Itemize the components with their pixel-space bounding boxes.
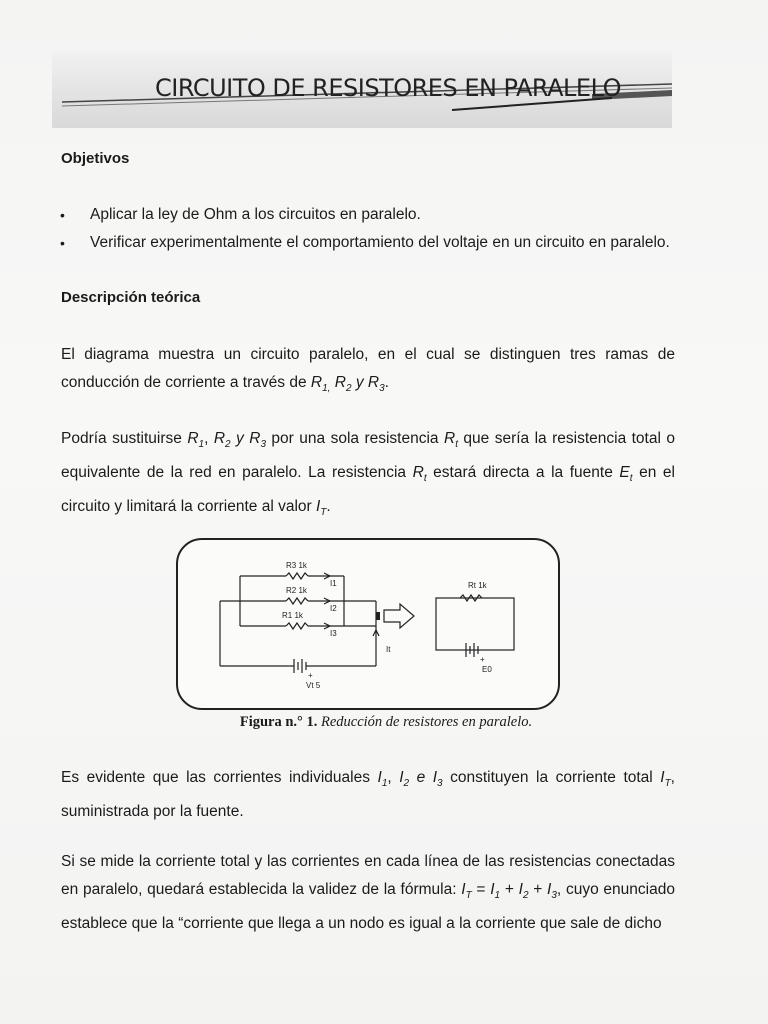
paragraph-text: por una sola resistencia bbox=[266, 430, 444, 447]
symbol: R bbox=[367, 374, 380, 391]
page-title: CIRCUITO DE RESISTORES EN PARALELO bbox=[155, 74, 621, 102]
subscript: 1 bbox=[494, 890, 501, 902]
paragraph-text: Si se mide la corriente total y las corrientes en cada línea de las resistencias conectadas en paralelo, quedará establecida la validez de la fórmula: bbox=[61, 853, 675, 898]
symbol: I bbox=[660, 769, 665, 786]
subscript: 3 bbox=[437, 778, 443, 790]
paragraph-text: estará directa a la fuente bbox=[426, 464, 620, 482]
label-vt: Vt 5 bbox=[306, 681, 321, 690]
symbol: E bbox=[619, 464, 630, 482]
objective-text: Aplicar la ley de Ohm a los circuitos en paralelo. bbox=[90, 206, 421, 223]
label-plus-right: + bbox=[480, 655, 485, 664]
symbol: I bbox=[377, 769, 382, 786]
theory-heading: Descripción teórica bbox=[61, 289, 201, 306]
label-i2: I2 bbox=[330, 604, 337, 613]
subscript: 2 bbox=[403, 778, 410, 790]
subscript: 3 bbox=[551, 890, 557, 902]
symbol: R bbox=[443, 430, 456, 447]
body-paragraph-3: Es evidente que las corrientes individuales $I_1$, $I_2$ e $I_3$ constituyen la corriente total $I_T$, suministrada por la fuente. bbox=[61, 769, 675, 821]
body-paragraph-4: Si se mide la corriente total y las corrientes en cada línea de las resistencias conectadas en paralelo, quedará establecida la validez de la fórmula: $I_T = I_1 + I_2 + I_3$, cuyo enunciado establece que la “corriente que llega a un nodo es igual a la corriente que sale de dicho bbox=[61, 853, 675, 933]
label-i1: I1 bbox=[330, 579, 337, 588]
objectives-heading: Objetivos bbox=[61, 150, 130, 167]
paragraph-text: El diagrama muestra un circuito paralelo, en el cual se distinguen tres ramas de conducción de corriente a través de bbox=[61, 346, 675, 391]
paragraph-text: , cuyo enunciado establece que la “corriente que llega a un nodo es igual a la corriente que sale de dicho bbox=[61, 881, 675, 933]
subscript: T bbox=[664, 778, 671, 790]
symbol: R bbox=[187, 430, 199, 447]
bullet-icon: • bbox=[60, 235, 65, 251]
symbol: I bbox=[315, 498, 321, 516]
label-r3: R3 1k bbox=[286, 561, 307, 570]
objectives-list bbox=[60, 204, 700, 260]
subscript: t bbox=[455, 439, 458, 451]
label-rt: Rt 1k bbox=[468, 581, 487, 590]
subscript: 2 bbox=[225, 439, 231, 451]
label-e0: E0 bbox=[482, 665, 492, 674]
caption-number: Figura n.° 1. bbox=[239, 714, 318, 730]
label-it: It bbox=[386, 645, 391, 654]
paragraph-text: Es evidente que las corrientes individuales bbox=[61, 769, 378, 786]
subscript: 2 bbox=[345, 383, 352, 395]
list-item bbox=[60, 204, 700, 232]
paragraph-text: . bbox=[326, 498, 331, 516]
label-r2: R2 1k bbox=[286, 586, 307, 595]
theory-paragraph-2: Podría sustituirse $R_1$, $R_2$ y $R_3$ por una sola resistencia $R_t$ que sería la resistencia total o equivalente de la red en paralelo. La resistencia $R_t$ estará directa a la fuente $E_t$ en el circuito y limitará la corriente al valor $I_T$. bbox=[61, 430, 675, 519]
paragraph-text: constituyen la corriente total bbox=[442, 769, 661, 786]
symbol: y bbox=[236, 430, 244, 447]
figure-caption bbox=[176, 714, 596, 731]
symbol: I bbox=[399, 769, 404, 786]
subscript: 3 bbox=[260, 439, 266, 451]
symbol: I bbox=[432, 769, 438, 786]
list-item bbox=[60, 232, 700, 260]
symbol: R bbox=[412, 464, 424, 482]
objective-text: Verificar experimentalmente el comportamiento del voltaje en un circuito en paralelo. bbox=[90, 234, 670, 251]
subscript: 1 bbox=[381, 778, 388, 790]
subscript: t bbox=[423, 473, 427, 485]
circuit-figure bbox=[176, 538, 560, 710]
symbol: R bbox=[249, 430, 261, 447]
subscript: T bbox=[320, 507, 327, 519]
paragraph-text: . bbox=[384, 374, 389, 391]
theory-paragraph-1 bbox=[61, 341, 675, 403]
paragraph-text: suministrada por la fuente. bbox=[61, 803, 244, 821]
symbol: R bbox=[334, 374, 346, 391]
subscript: 3 bbox=[379, 383, 385, 395]
subscript: T bbox=[465, 890, 472, 902]
paragraph-text: que sería la resistencia total o equivalente de la red en paralelo. La resistencia bbox=[61, 430, 675, 482]
symbol: y bbox=[355, 374, 364, 391]
symbol: I bbox=[461, 881, 466, 898]
subscript: t bbox=[629, 473, 633, 485]
symbol: I bbox=[518, 881, 523, 898]
symbol: I bbox=[547, 881, 552, 898]
paragraph-text: Podría sustituirse bbox=[61, 430, 188, 447]
symbol: e bbox=[416, 769, 426, 786]
circuit-diagram bbox=[178, 540, 558, 708]
label-i3: I3 bbox=[330, 629, 337, 638]
subscript: 2 bbox=[522, 890, 529, 902]
paragraph-text: en el circuito y limitará la corriente al valor bbox=[61, 464, 675, 516]
bullet-icon: • bbox=[60, 207, 65, 223]
symbol: R bbox=[213, 430, 226, 447]
caption-text: Reducción de resistores en paralelo. bbox=[317, 714, 533, 730]
label-r1: R1 1k bbox=[282, 611, 303, 620]
symbol: R bbox=[310, 374, 323, 391]
label-plus: + bbox=[308, 671, 313, 680]
subscript: 1 bbox=[198, 439, 205, 451]
symbol: I bbox=[490, 881, 495, 898]
subscript: 1, bbox=[322, 383, 331, 395]
